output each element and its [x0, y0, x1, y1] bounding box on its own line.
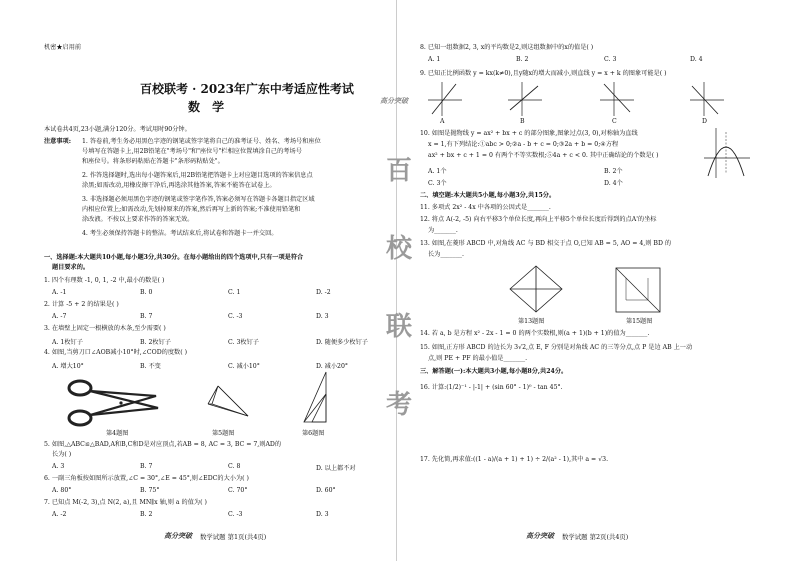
question-14: 14. 若 a, b 是方程 x² - 2x - 1 = 0 的两个实数根,则(a + 1)(b + 1)的值为_______.: [420, 330, 650, 337]
q8-option-a[interactable]: A. 1: [428, 56, 441, 63]
q9-graph-a: [428, 82, 462, 116]
figure-13-caption: 第13题图: [518, 318, 545, 325]
q4-option-a[interactable]: A. 增大10°: [52, 363, 84, 370]
q9-graphs: [428, 82, 728, 118]
q3-option-c[interactable]: C. 3枚钉子: [228, 339, 259, 346]
brand-logo: 高分突破: [164, 532, 192, 540]
section-1-heading: 一、选择题:本大题共10小题,每小题3分,共30分。在每小题给出的四个选项中,只有一项是符合: [44, 254, 304, 261]
page-footer-2: 数学试题 第2页(共4页): [562, 533, 629, 541]
q6-option-b[interactable]: B. 75°: [140, 487, 160, 494]
question-15-cont: 点,则 PE + PF 的最小值是_______.: [428, 355, 528, 362]
question-8: 8. 已知一组数据2, 3, x的平均数是2,则这组数据中的x的值是( ): [420, 44, 594, 51]
figure-4-caption: 第4题图: [106, 430, 129, 437]
note-line: 涂改液。不按以上要求作答的答案无效。: [82, 216, 194, 223]
q9-option-c[interactable]: C: [612, 118, 617, 125]
question-10-cont: ax² + bx + c + 1 = 0 有两个不等实数根;⑤4a + c < 0. 其中正确结论的个数是( ): [428, 152, 659, 159]
question-10: 10. 如图是抛物线 y = ax² + bx + c 的部分图象,图象过点(3, 0),对称轴为直线: [420, 130, 638, 137]
section-2-heading: 二、填空题:本大题共5小题,每小题3分,共15分。: [420, 192, 556, 199]
q4-option-b[interactable]: B. 不变: [140, 363, 161, 370]
q5-option-b[interactable]: B. 7: [140, 463, 153, 470]
q9-option-d[interactable]: D: [702, 118, 707, 125]
q10-option-a[interactable]: A. 1个: [428, 168, 447, 175]
section-3-heading: 三、解答题(一):本大题共3小题,每小题8分,共24分。: [420, 368, 568, 375]
stamp-char: 考: [386, 390, 413, 420]
rhombus-figure: [508, 264, 564, 314]
question-5: 5. 如图,△ABC≌△BAD,A和B,C和D是对应顶点,若AB = 8, AC = 3, BC = 7,则AD的: [44, 441, 282, 448]
q3-option-b[interactable]: B. 2枚钉子: [140, 339, 171, 346]
q1-option-a[interactable]: A. -1: [52, 289, 67, 296]
q7-option-d[interactable]: D. 3: [316, 511, 329, 518]
q9-option-b[interactable]: B: [520, 118, 525, 125]
stamp-char: 校: [386, 234, 413, 264]
question-2: 2. 计算 -5 + 2 的结果是( ): [44, 301, 119, 308]
q9-option-a[interactable]: A: [440, 118, 445, 125]
question-6: 6. 一副三角板按如图所示放置,∠C = 30°,∠E = 45°,则∠EDC的大小为( ): [44, 475, 249, 482]
q9-graph-c: [600, 82, 634, 116]
question-9: 9. 已知正比例函数 y = kx(k≠0),且y随x的增大而减小,则直线 y = x + k 的图象可能是( ): [420, 70, 667, 77]
section-1-heading-cont: 题目要求的。: [52, 264, 90, 271]
question-15: 15. 如图,正方形 ABCD 的边长为 3√2,点 E, F 分别是对角线 AC 的三等分点,点 P 是边 AB 上一动: [420, 344, 693, 351]
question-17: 17. 先化简,再求值:((1 - a)/(a + 1) + 1) ÷ 2/(a² - 1),其中 a = √3.: [420, 456, 609, 463]
note-line: 和座位号。将条形码粘贴在答题卡"条形码粘贴处"。: [82, 158, 224, 165]
watermark-logo: 高分突破: [380, 97, 408, 105]
question-12: 12. 将点 A(-2, -5) 向右平移3个单位长度,再向上平移5个单位长度后得到的点A'的坐标: [420, 216, 657, 223]
q10-option-d[interactable]: D. 4个: [604, 180, 623, 187]
question-7: 7. 已知点 M(-2, 3),点 N(2, a),且 MN∥x 轴,则 a 的值为( ): [44, 499, 207, 506]
q2-option-a[interactable]: A. -7: [52, 313, 67, 320]
brand-logo: 高分突破: [526, 532, 554, 540]
question-16: 16. 计算:(1/2)⁻¹ - |-1| + (sin 60° - 1)⁰ - tan 45°.: [420, 384, 563, 391]
q2-option-b[interactable]: B. 7: [140, 313, 153, 320]
q9-graph-b: [508, 82, 542, 116]
q5-option-d[interactable]: D. 以上都不对: [316, 465, 356, 472]
note-line: 2. 作答选择题时,选出每小题答案后,用2B铅笔把答题卡上对应题目选项的答案信息点: [82, 172, 313, 179]
q1-option-d[interactable]: D. -2: [316, 289, 331, 296]
q5-option-c[interactable]: C. 8: [228, 463, 241, 470]
q1-option-c[interactable]: C. 1: [228, 289, 241, 296]
q4-option-c[interactable]: C. 减小10°: [228, 363, 260, 370]
question-3: 3. 在墙壁上固定一根横放的木条,至少需要( ): [44, 325, 166, 332]
q3-option-d[interactable]: D. 随便多少枚钉子: [316, 339, 368, 346]
subject-title: 数 学: [188, 100, 229, 114]
q1-option-b[interactable]: B. 0: [140, 289, 153, 296]
q9-graph-d: [690, 82, 724, 116]
q2-option-d[interactable]: D. 3: [316, 313, 329, 320]
question-10-cont: x = 1,有下列结论:①abc > 0;②a - b + c = 0;③2a + b = 0;④方程: [428, 141, 619, 148]
note-line: 4. 考生必须保持答题卡的整洁。考试结束后,将试卷和答题卡一并交回。: [82, 230, 278, 237]
question-4: 4. 如图,当剪刀口∠AOB减小10°时,∠COD的度数( ): [44, 349, 188, 356]
page-divider: [396, 0, 397, 561]
question-12-cont: 为_______.: [428, 227, 458, 234]
page-footer-1: 数学试题 第1页(共4页): [200, 533, 267, 541]
q10-option-b[interactable]: B. 2个: [604, 168, 623, 175]
figure-6-caption: 第6题图: [302, 430, 325, 437]
q6-option-c[interactable]: C. 70°: [228, 487, 248, 494]
q7-option-a[interactable]: A. -2: [52, 511, 67, 518]
q5-option-a[interactable]: A. 3: [52, 463, 65, 470]
figure-15-caption: 第15题图: [626, 318, 653, 325]
parabola-figure: [704, 128, 750, 178]
question-13: 13. 如图,在菱形 ABCD 中,对角线 AC 与 BD 相交于点 O,已知 AB = 5, AO = 4,则 BD 的: [420, 240, 672, 247]
secret-label: 机密★启用前: [44, 44, 82, 51]
exam-title: 百校联考 · 2023年广东中考适应性考试: [140, 82, 354, 96]
q2-option-c[interactable]: C. -3: [228, 313, 243, 320]
question-5-cont: 长为( ): [52, 451, 72, 458]
exam-intro: 本试卷共4页,23小题,满分120分。考试用时90分钟。: [44, 126, 191, 133]
note-line: 号填写在答题卡上,用2B铅笔在"考场号"和"座位号"栏相应位置填涂自己的考场号: [82, 148, 302, 155]
question-1: 1. 四个有理数 -1, 0, 1, -2 中,最小的数是( ): [44, 277, 165, 284]
figure-5-caption: 第5题图: [212, 430, 235, 437]
q3-option-a[interactable]: A. 1枚钉子: [52, 339, 83, 346]
note-line: 1. 答卷前,考生务必用黑色字迹的钢笔或签字笔将自己的准考证号、姓名、考场号和座位: [82, 138, 321, 145]
scissors-figure: [66, 378, 166, 428]
q8-option-b[interactable]: B. 2: [516, 56, 529, 63]
note-line: 内相应位置上;如需改动,先划掉原来的答案,然后再写上新的答案;不准使用铅笔和: [82, 206, 301, 213]
q6-option-d[interactable]: D. 60°: [316, 487, 336, 494]
stamp-char: 百: [386, 156, 413, 186]
q8-option-d[interactable]: D. 4: [690, 56, 703, 63]
question-11: 11. 多项式 2x² - 4x 中各项的公因式是_______.: [420, 204, 551, 211]
q6-option-a[interactable]: A. 80°: [52, 487, 72, 494]
q7-option-c[interactable]: C. -3: [228, 511, 243, 518]
q8-option-c[interactable]: C. 3: [604, 56, 617, 63]
notes-label: 注意事项:: [44, 138, 72, 145]
triangles-figure: [300, 370, 340, 426]
q10-option-c[interactable]: C. 3个: [428, 180, 447, 187]
note-line: 3. 非选择题必须用黑色字迹的钢笔或签字笔作答,答案必须写在答题卡各题目指定区域: [82, 196, 315, 203]
quadrilateral-figure: [206, 384, 256, 424]
q7-option-b[interactable]: B. 2: [140, 511, 153, 518]
q4-option-d[interactable]: D. 减小20°: [316, 363, 349, 370]
note-line: 涂黑;如需改动,用橡皮擦干净后,再选涂其他答案,答案不能答在试卷上。: [82, 182, 276, 189]
stamp-char: 联: [386, 312, 413, 342]
question-13-cont: 长为_______.: [428, 251, 464, 258]
square-figure: [614, 266, 662, 314]
